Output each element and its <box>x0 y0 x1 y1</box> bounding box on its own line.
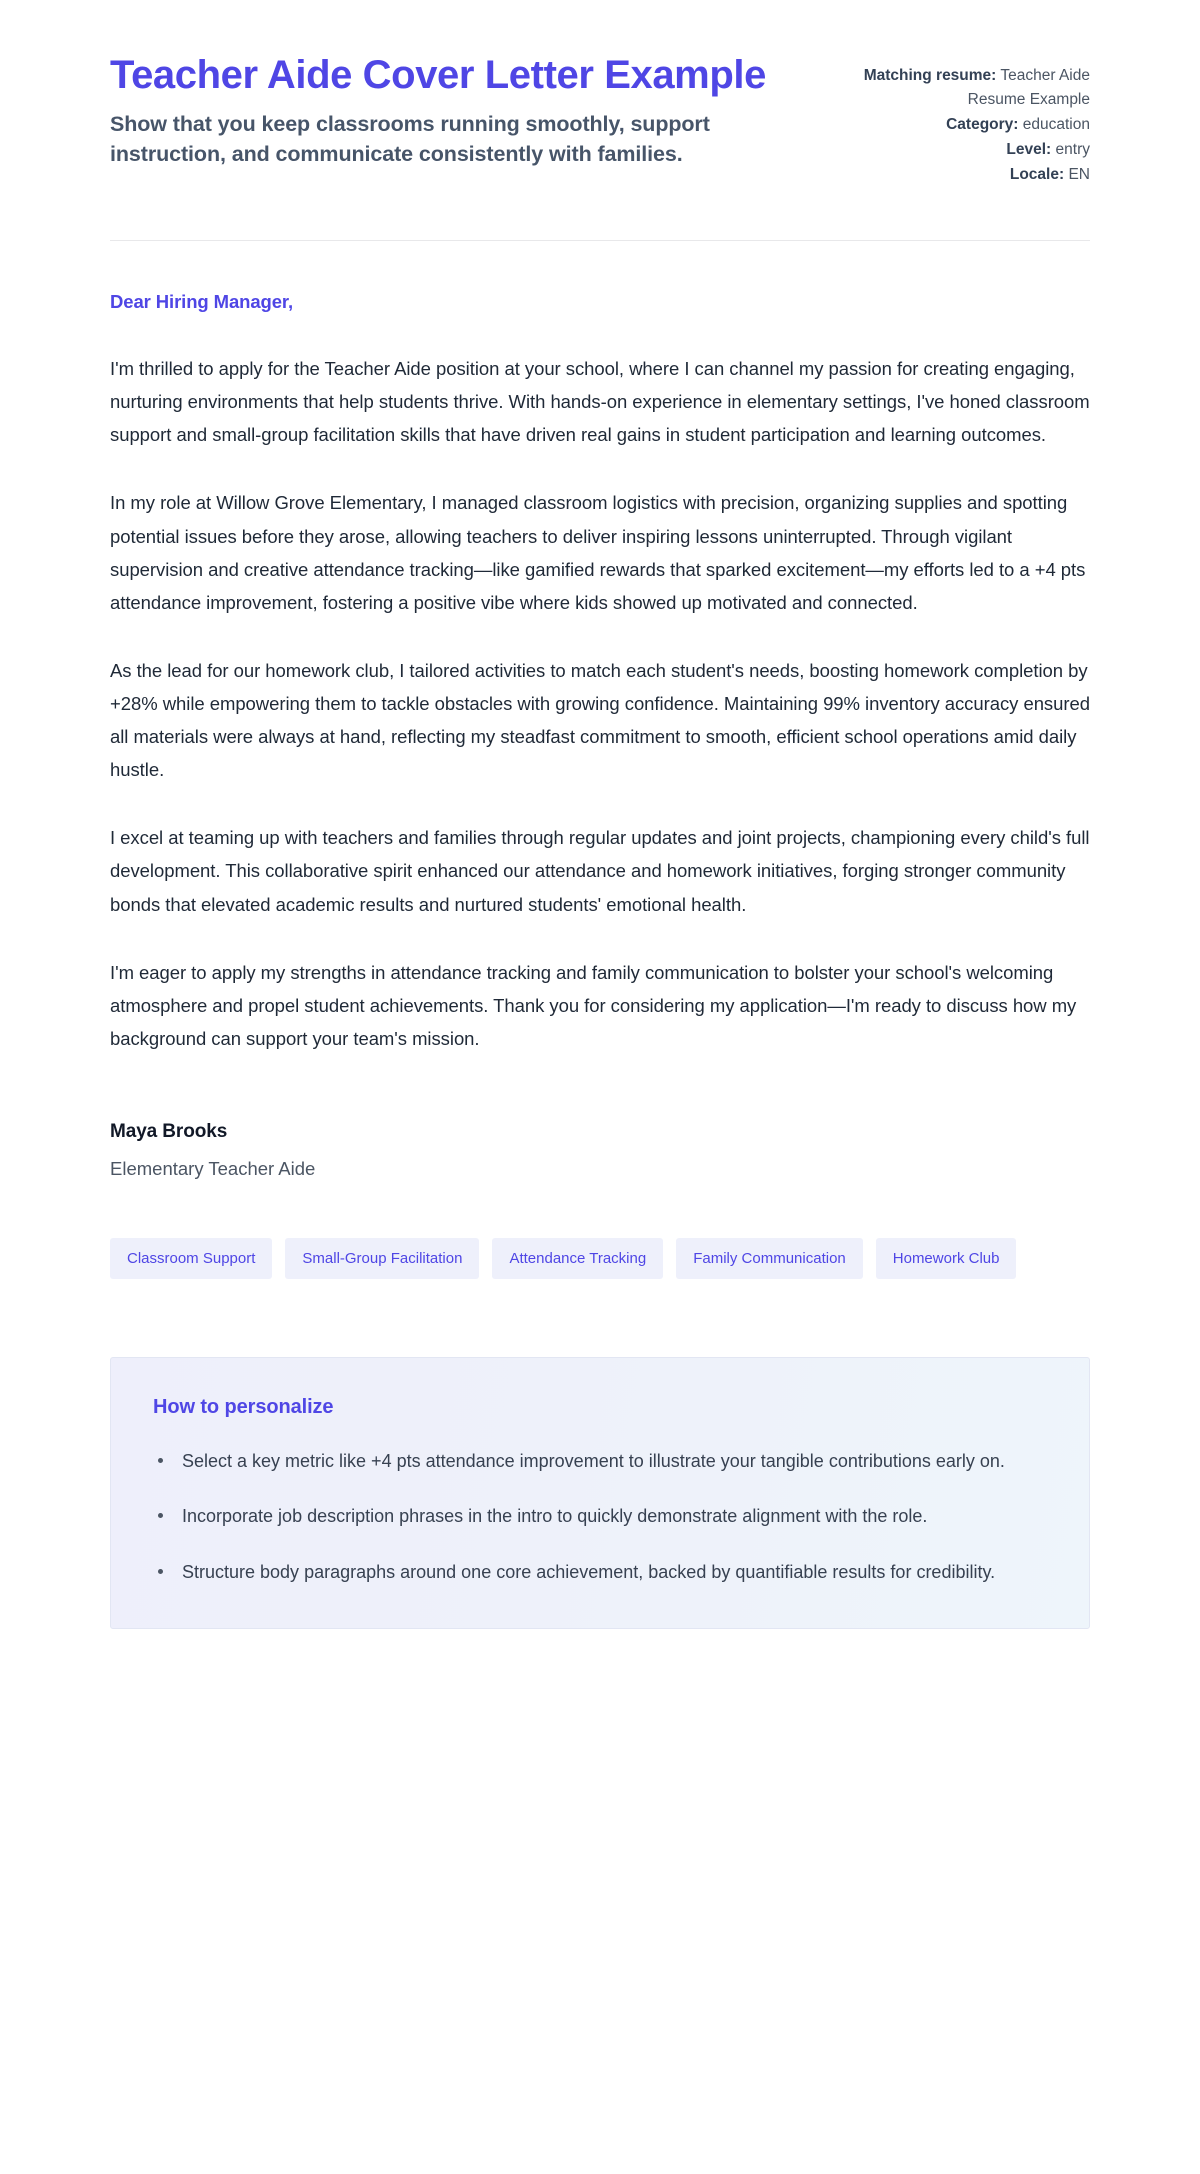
bullet-icon <box>158 1569 163 1574</box>
letter-paragraph: As the lead for our homework club, I tailored activities to match each student's needs, boosting homework completion by +28% while empowering them to tackle obstacles with growing confidence. Maintaining 99% inventory accuracy ensured all materials were always at hand, reflecting my steadfast commitment to smooth, efficient school operations amid daily hustle. <box>110 659 1090 781</box>
bullet-icon <box>158 1513 163 1518</box>
letter-paragraph: In my role at Willow Grove Elementary, I managed classroom logistics with precision, organizing supplies and spotting potential issues before they arose, allowing teachers to deliver inspiring lessons uninterrupted. Through vigilant supervision and creative attendance tracking—like gamified rewards that sparked excitement—my efforts led to a +4 pts attendance improvement, fostering a positive vibe where kids showed up motivated and connected. <box>110 492 1086 613</box>
metadata-label: Category: <box>946 116 1019 134</box>
list-item <box>153 1501 1047 1533</box>
skill-tag[interactable]: Classroom Support <box>110 1238 272 1279</box>
letter-paragraph: I'm thrilled to apply for the Teacher Aide position at your school, where I can channel my passion for creating engaging, nurturing environments that help students thrive. With hands-on experience in elementary settings, I've honed classroom support and small-group facilitation skills that have driven real gains in student participation and learning outcomes. <box>110 358 1090 446</box>
skill-tag[interactable]: Small-Group Facilitation <box>285 1238 479 1279</box>
letter-salutation: Dear Hiring Manager, <box>110 291 294 313</box>
panel-title: How to personalize <box>153 1395 334 1418</box>
letter-paragraph: I'm eager to apply my strengths in attendance tracking and family communication to bolster your school's welcoming atmosphere and propel student achievements. Thank you for considering my application—I'm ready to discuss how my background can support your team's mission. <box>110 961 1077 1049</box>
metadata-value: entry <box>1055 141 1090 159</box>
metadata-value: education <box>1022 116 1090 134</box>
page-subtitle: Show that you keep classrooms running smoothly, support instruction, and communicate consistently with families. <box>110 111 710 167</box>
metadata-row-category <box>840 113 1090 137</box>
page-header <box>110 0 1090 188</box>
metadata-row-level <box>840 138 1090 162</box>
skill-tag-list <box>110 1238 1040 1279</box>
skill-tag[interactable]: Attendance Tracking <box>492 1238 663 1279</box>
skill-tag[interactable]: Homework Club <box>876 1238 1017 1279</box>
list-item-text: Select a key metric like +4 pts attendance improvement to illustrate your tangible contributions early on. <box>182 1450 1005 1471</box>
metadata-label: Matching resume: <box>863 67 997 84</box>
personalize-tip-list <box>153 1446 1047 1589</box>
letter-paragraph: I excel at teaming up with teachers and families through regular updates and joint projects, championing every child's full development. This collaborative spirit enhanced our attendance and homework initiatives, forging stronger community bonds that elevated academic results and nurtured students' emotional health. <box>110 827 1090 915</box>
metadata-row-locale <box>840 163 1090 187</box>
letter-body <box>110 241 1090 1055</box>
list-item-text: Structure body paragraphs around one core achievement, backed by quantifiable results for credibility. <box>182 1561 996 1582</box>
signature-name: Maya Brooks <box>110 1120 228 1142</box>
metadata-label: Level: <box>1006 141 1052 159</box>
metadata-row-matching-resume <box>840 64 1090 112</box>
metadata-value: EN <box>1068 166 1090 184</box>
signature-role: Elementary Teacher Aide <box>110 1157 316 1179</box>
skill-tag[interactable]: Family Communication <box>676 1238 863 1279</box>
bullet-icon <box>158 1458 163 1463</box>
document-metadata <box>840 52 1090 188</box>
list-item-text: Incorporate job description phrases in the intro to quickly demonstrate alignment with the role. <box>182 1506 928 1527</box>
metadata-label: Locale: <box>1009 166 1065 184</box>
signature-block <box>110 1121 1090 1180</box>
list-item <box>153 1557 1047 1589</box>
page-title: Teacher Aide Cover Letter Example <box>110 53 766 97</box>
list-item <box>153 1446 1047 1478</box>
how-to-personalize-panel <box>110 1357 1090 1630</box>
header-text-block <box>110 52 800 170</box>
metadata-value: Teacher Aide Resume Example <box>967 67 1090 109</box>
